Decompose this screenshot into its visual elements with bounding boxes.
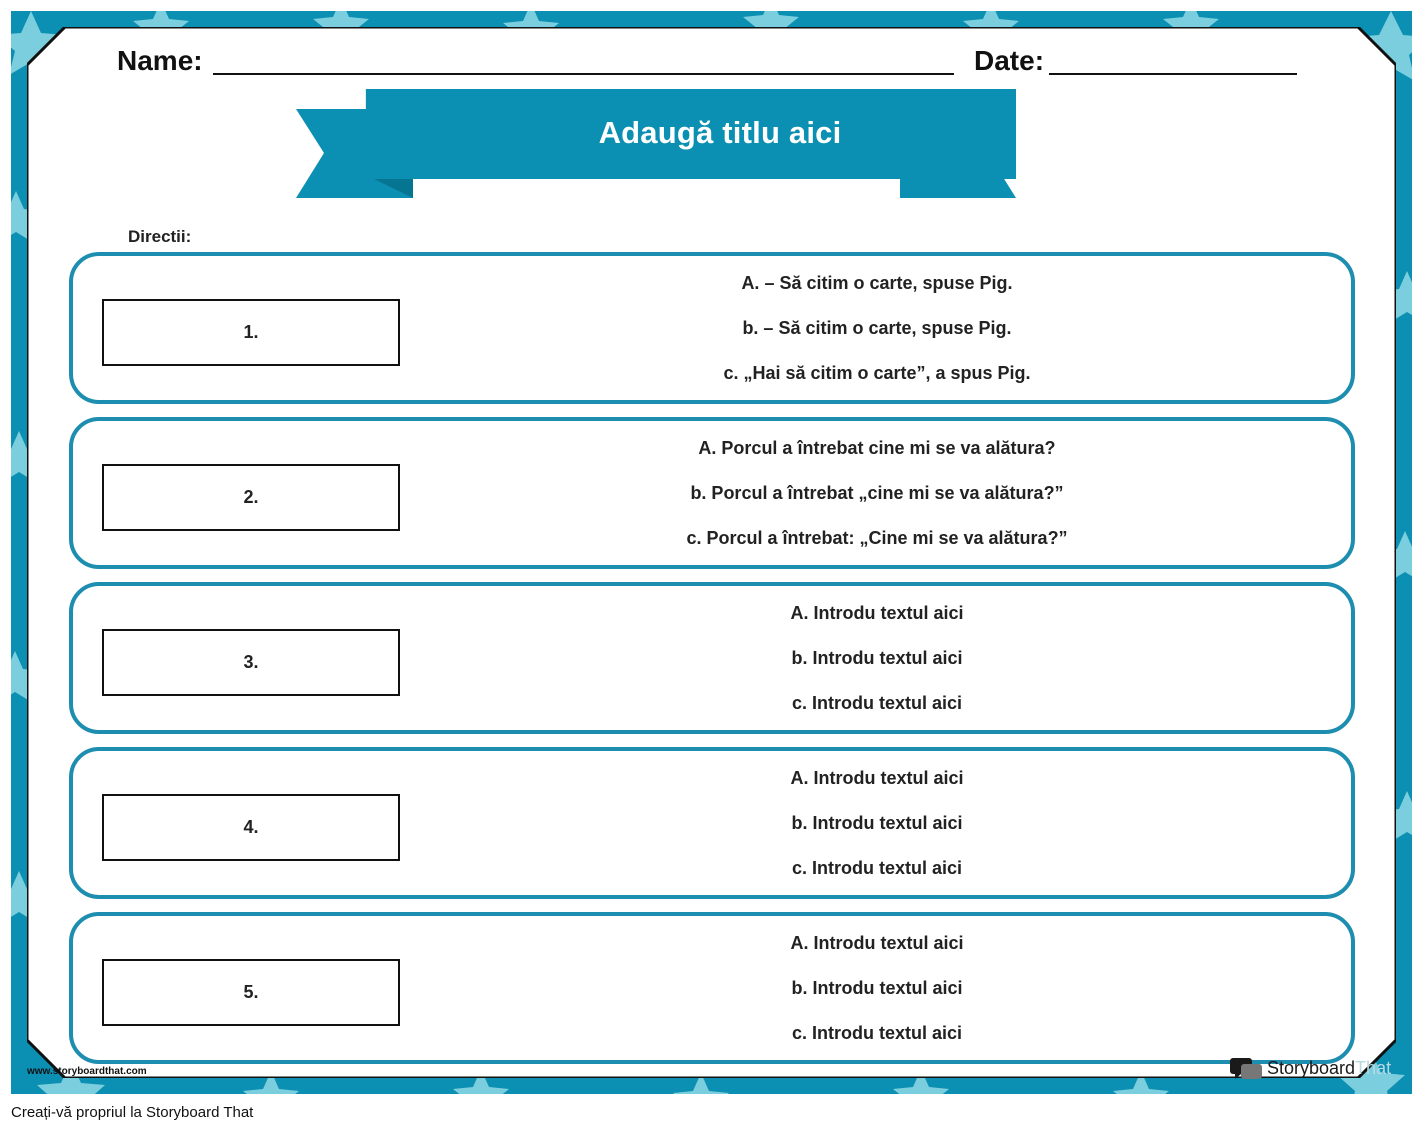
answer-box-2[interactable]: 2. — [102, 464, 400, 531]
choice-c[interactable]: c. Introdu textul aici — [791, 857, 963, 878]
question-row-4 — [69, 747, 1355, 899]
choice-c[interactable]: c. Introdu textul aici — [791, 1022, 963, 1043]
choices-5 — [423, 916, 1331, 1060]
choice-a[interactable]: A. Introdu textul aici — [790, 602, 964, 623]
name-line[interactable] — [213, 73, 954, 75]
choice-c[interactable]: c. „Hai să citim o carte”, a spus Pig. — [723, 362, 1031, 383]
website-url[interactable]: www.storyboardthat.com — [27, 1066, 147, 1077]
answer-box-5[interactable]: 5. — [102, 959, 400, 1026]
answer-box-4[interactable]: 4. — [102, 794, 400, 861]
choice-b[interactable]: b. Porcul a întrebat „cine mi se va alătura?” — [690, 482, 1064, 503]
date-label: Date: — [974, 45, 1045, 76]
storyboard-brand[interactable] — [1229, 1054, 1391, 1082]
question-row-3 — [69, 582, 1355, 734]
brand-part1: Storyboard — [1267, 1057, 1356, 1078]
choices-3 — [423, 586, 1331, 730]
date-line[interactable] — [1049, 73, 1297, 75]
name-label: Name: — [117, 45, 203, 76]
worksheet-title[interactable]: Adaugă titlu aici — [598, 115, 842, 150]
answer-box-1[interactable]: 1. — [102, 299, 400, 366]
worksheet-paper — [27, 27, 1396, 1078]
choice-b[interactable]: b. Introdu textul aici — [791, 977, 963, 998]
choices-1 — [423, 256, 1331, 400]
question-row-5 — [69, 912, 1355, 1064]
choices-2 — [423, 421, 1331, 565]
choice-a[interactable]: A. Porcul a întrebat cine mi se va alătura? — [698, 437, 1056, 458]
choice-b[interactable]: b. Introdu textul aici — [791, 812, 963, 833]
brand-part2: That — [1355, 1057, 1392, 1078]
storyboard-logo-icon — [1229, 1056, 1263, 1080]
choice-a[interactable]: A. Introdu textul aici — [790, 932, 964, 953]
choice-b[interactable]: b. Introdu textul aici — [791, 647, 963, 668]
choice-c[interactable]: c. Introdu textul aici — [791, 692, 963, 713]
choice-a[interactable]: A. Introdu textul aici — [790, 767, 964, 788]
worksheet-frame — [11, 11, 1412, 1094]
choice-b[interactable]: b. – Să citim o carte, spuse Pig. — [742, 317, 1012, 338]
directions-label: Directii: — [128, 227, 192, 246]
question-row-1 — [69, 252, 1355, 404]
footer-credit[interactable]: Creați-vă propriul la Storyboard That — [11, 1104, 254, 1121]
answer-box-3[interactable]: 3. — [102, 629, 400, 696]
choice-c[interactable]: c. Porcul a întrebat: „Cine mi se va alătura?” — [686, 527, 1068, 548]
brand-name — [1267, 1058, 1391, 1079]
question-row-2 — [69, 417, 1355, 569]
choices-4 — [423, 751, 1331, 895]
choice-a[interactable]: A. – Să citim o carte, spuse Pig. — [741, 272, 1013, 293]
